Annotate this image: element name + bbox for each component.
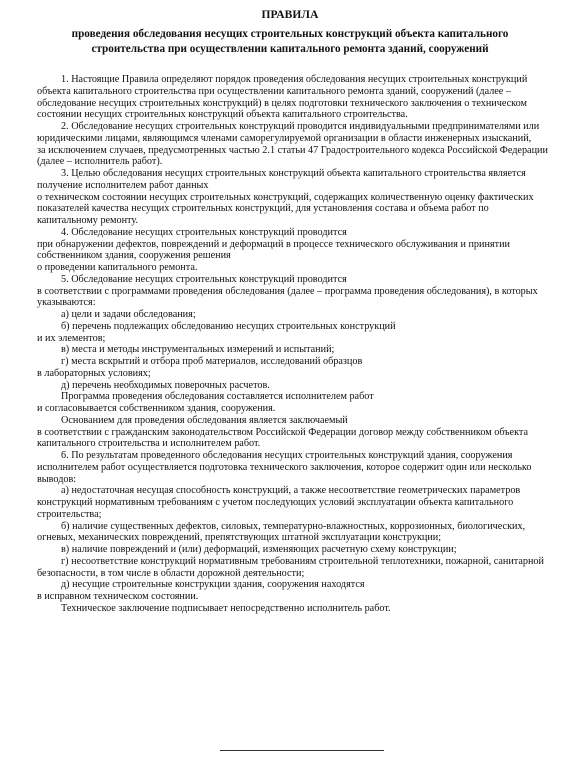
- paragraph: 2. Обследование несущих строительных конструкций проводится индивидуальными предпринимателями или юридическими лицами, являющимся членами саморегулируемой организации в области инженерных изысканий,: [37, 121, 540, 144]
- paragraph: и согласовывается собственником здания, сооружения.: [37, 403, 276, 414]
- paragraph: в соответствии с программами проведения обследования (далее – программа проведения обследования), в которых указываются:: [37, 285, 538, 309]
- paragraph: и их элементов;: [37, 332, 106, 344]
- paragraph: Основанием для проведения обследования является заключаемый: [61, 414, 348, 426]
- paragraph: а) недостаточная несущая способность конструкций, а также несоответствие геометрических параметров конструкций нормативным требованиям с учетом последующих условий эксплуатации объекта капитального строительства;: [37, 485, 521, 520]
- footer-divider: [220, 750, 384, 751]
- paragraph: а) цели и задачи обследования;: [61, 309, 196, 320]
- paragraph: 1. Настоящие Правила определяют порядок проведения обследования несущих строительных конструкций объекта капитального строительства при осуществлении капитального ремонта зданий, сооружений (далее – обследование несущих строительных конструкций) в целях подготовки технического заключения о техническом состоянии несущих строительных конструкций объекта капитального строительства.: [37, 74, 528, 121]
- document-body: [37, 74, 549, 615]
- paragraph: 3. Целью обследования несущих строительных конструкций объекта капитального строительства является получение исполнителем работ данных: [37, 168, 526, 191]
- paragraph: г) места вскрытий и отбора проб материалов, исследований образцов: [61, 356, 363, 367]
- paragraph: Техническое заключение подписывает непосредственно исполнитель работ.: [61, 602, 391, 614]
- paragraph: при обнаружении дефектов, повреждений и деформаций в процессе технического обслуживания и принятии собственником здания, сооружения решения: [37, 238, 510, 262]
- paragraph: о проведении капитального ремонта.: [37, 262, 198, 273]
- paragraph: в) наличие повреждений и (или) деформаций, изменяющих расчетную схему конструкции;: [61, 544, 457, 555]
- paragraph: за исключением случаев, предусмотренных частью 2.1 статьи 47 Градостроительного кодекса Российской Федерации (далее – исполнитель работ).: [37, 144, 548, 168]
- paragraph: в лабораторных условиях;: [37, 367, 151, 379]
- paragraph: в исправном техническом состоянии.: [37, 591, 199, 602]
- paragraph: 5. Обследование несущих строительных конструкций проводится: [61, 273, 347, 285]
- paragraph: 4. Обследование несущих строительных конструкций проводится: [61, 226, 347, 238]
- paragraph: о техническом состоянии несущих строительных конструкций, содержащих количественную оценку фактических показателей качества несущих строительных конструкций, для установления состава и объема работ по капитальному ремонту.: [37, 191, 534, 226]
- document-title: ПРАВИЛА: [261, 9, 319, 21]
- paragraph: в соответствии с гражданским законодательством Российской Федерации договор между собственником объекта капитального строительства и исполнителем работ.: [37, 426, 528, 450]
- paragraph: в) места и методы инструментальных измерений и испытаний;: [61, 344, 335, 356]
- paragraph: б) наличие существенных дефектов, силовых, температурно-влажностных, коррозионных, биологических, огневых, механических повреждений, препятствующих штатной эксплуатации конструкции;: [37, 520, 526, 544]
- paragraph: г) несоответствие конструкций нормативным требованиям строительной теплотехники, пожарной, санитарной безопасности, в том числе в области дорожной деятельности;: [37, 555, 544, 579]
- paragraph: б) перечень подлежащих обследованию несущих строительных конструкций: [61, 320, 396, 332]
- paragraph: д) несущие строительные конструкции здания, сооружения находятся: [61, 579, 365, 591]
- paragraph: 6. По результатам проведенного обследования несущих строительных конструкций здания, сооружения исполнителем работ осуществляется подготовка технического заключения, которое содержит один или несколько выводов:: [37, 450, 532, 485]
- paragraph: Программа проведения обследования составляется исполнителем работ: [61, 391, 374, 403]
- paragraph: д) перечень необходимых поверочных расчетов.: [61, 379, 270, 391]
- document-subtitle: проведения обследования несущих строительных конструкций объекта капитального строительства при осуществлении капитального ремонта зданий, сооружений: [71, 28, 509, 55]
